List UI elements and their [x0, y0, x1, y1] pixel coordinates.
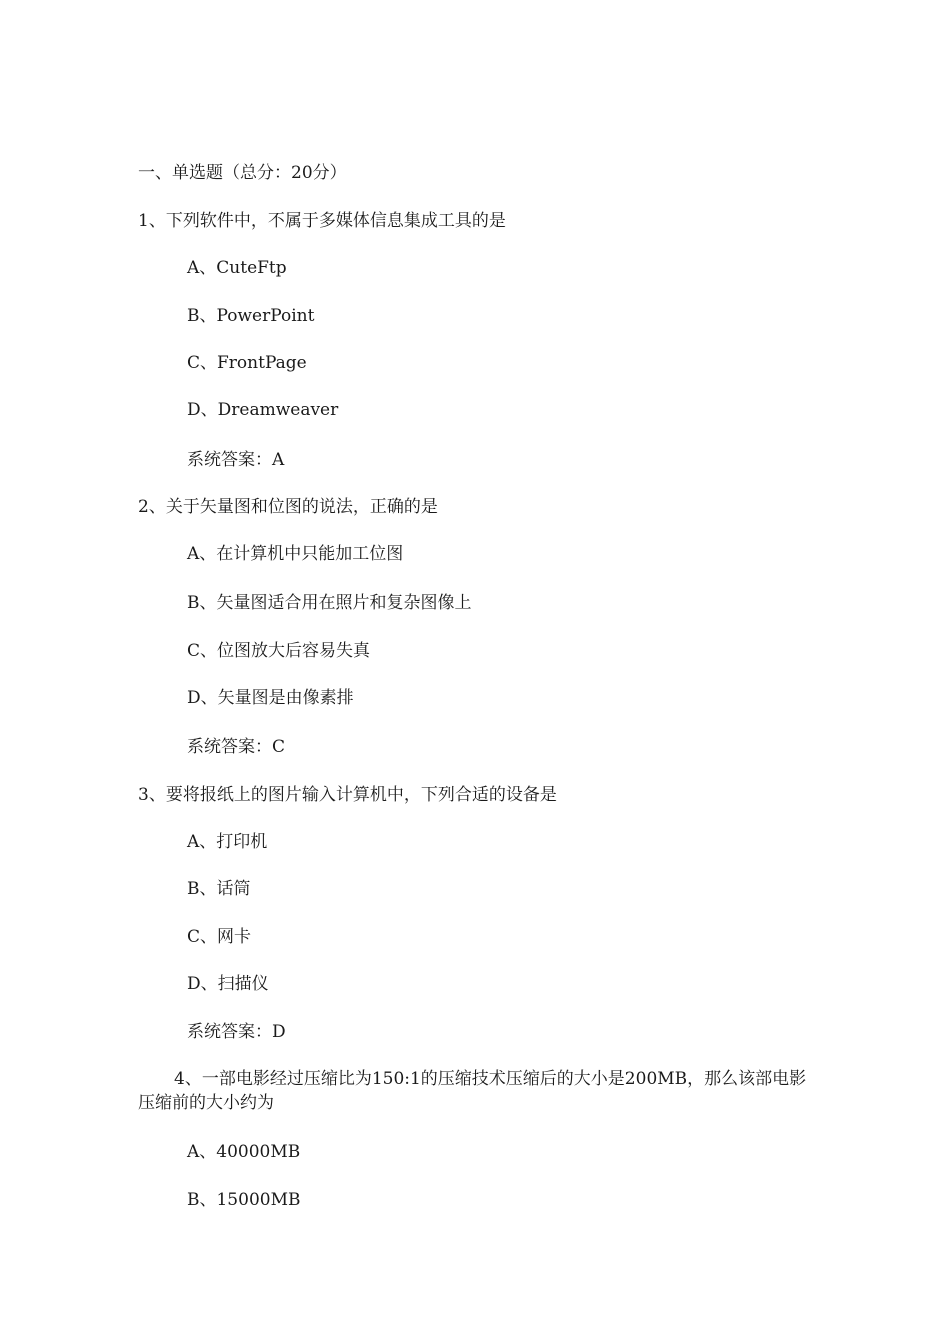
question-1-option-b: B、PowerPoint: [187, 306, 315, 326]
question-1-stem: 1、下列软件中，不属于多媒体信息集成工具的是: [138, 211, 506, 231]
section-title: 一、单选题（总分：20分）: [138, 163, 347, 183]
question-3-stem: 3、要将报纸上的图片输入计算机中，下列合适的设备是: [138, 785, 557, 805]
question-1-answer: 系统答案：A: [187, 450, 285, 470]
question-1-option-c: C、FrontPage: [187, 353, 307, 373]
question-2-stem: 2、关于矢量图和位图的说法，正确的是: [138, 497, 438, 517]
question-4-option-b: B、15000MB: [187, 1190, 301, 1210]
question-2-option-a: A、在计算机中只能加工位图: [187, 544, 404, 564]
question-1-option-d: D、Dreamweaver: [187, 400, 339, 420]
question-2-option-b: B、矢量图适合用在照片和复杂图像上: [187, 593, 472, 613]
question-2-option-c: C、位图放大后容易失真: [187, 641, 371, 661]
question-3-option-d: D、扫描仪: [187, 974, 269, 994]
question-1-option-a: A、CuteFtp: [187, 258, 287, 278]
question-4-stem: 4、一部电影经过压缩比为150:1的压缩技术压缩后的大小是200MB，那么该部电影压缩前的大小约为: [138, 1069, 807, 1113]
question-2-answer: 系统答案：C: [187, 737, 286, 757]
question-3-option-c: C、网卡: [187, 927, 252, 947]
question-3-option-a: A、打印机: [187, 832, 268, 852]
question-3-option-b: B、话筒: [187, 879, 251, 899]
question-2-option-d: D、矢量图是由像素排: [187, 688, 354, 708]
question-4-option-a: A、40000MB: [187, 1142, 301, 1162]
question-3-answer: 系统答案：D: [187, 1022, 286, 1042]
